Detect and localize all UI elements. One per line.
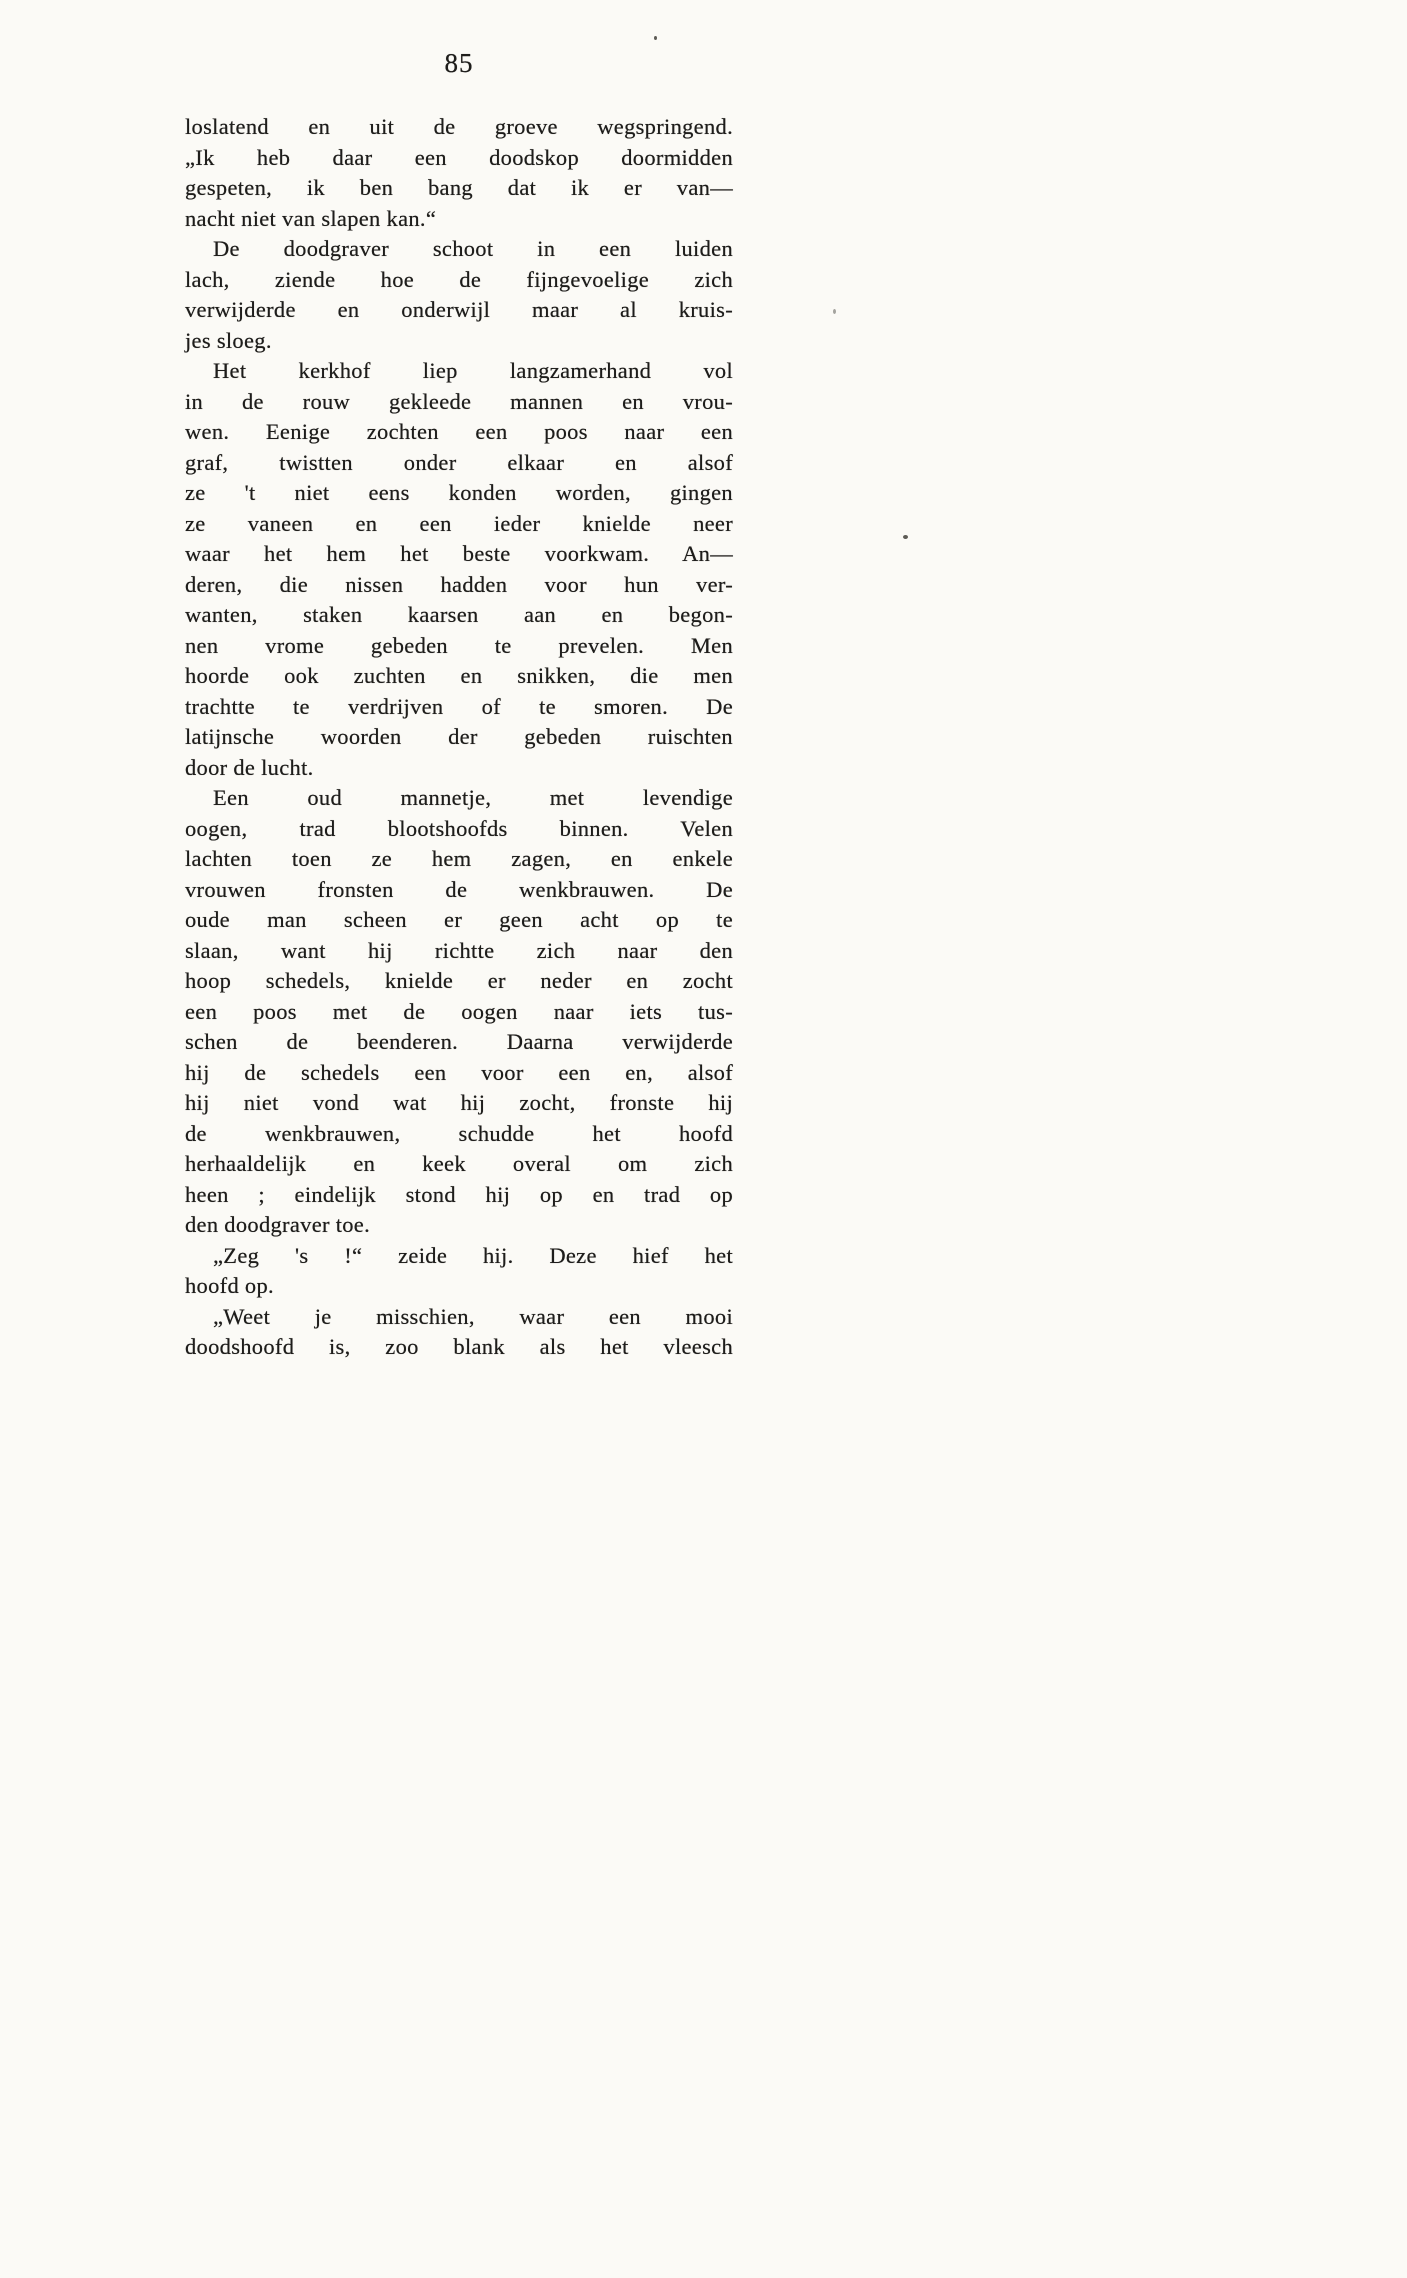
text-line: graf, twistten onder elkaar en alsof [185, 449, 733, 475]
text-line: trachtte te verdrijven of te smoren. De [185, 693, 733, 719]
text-line: schen de beenderen. Daarna verwijderde [185, 1029, 733, 1054]
text-line: De doodgraver schoot in een luiden [213, 236, 733, 261]
text-line: Een oud mannetje, met levendige [213, 785, 733, 810]
text-line: hij niet vond wat hij zocht, fronste hij [185, 1090, 733, 1115]
text-block [185, 112, 733, 1363]
text-line: Het kerkhof liep langzamerhand vol [213, 358, 733, 383]
scan-speck [903, 535, 908, 539]
text-line: den doodgraver toe. [185, 1212, 371, 1237]
text-line: verwijderde en onderwijl maar al kruis- [185, 297, 733, 322]
text-line: nacht niet van slapen kan.“ [185, 205, 437, 231]
text-line: wen. Eenige zochten een poos naar een [185, 419, 733, 444]
text-line: „Zeg 's !“ zeide hij. Deze hief het [213, 1242, 733, 1268]
text-line: loslatend en uit de groeve wegspringend. [185, 114, 733, 139]
text-line: oogen, trad blootshoofds binnen. Velen [185, 815, 733, 841]
text-line: jes sloeg. [185, 327, 272, 353]
text-line: gespeten, ik ben bang dat ik er van— [185, 175, 733, 200]
text-line: een poos met de oogen naar iets tus- [185, 998, 733, 1024]
scan-speck [833, 309, 836, 314]
text-line: lach, ziende hoe de fijngevoelige zich [185, 266, 733, 292]
text-line: „Weet je misschien, waar een mooi [213, 1303, 733, 1329]
text-line: nen vrome gebeden te prevelen. Men [185, 632, 733, 658]
text-line: waar het hem het beste voorkwam. An— [185, 541, 733, 566]
text-line: heen ; eindelijk stond hij op en trad op [185, 1181, 733, 1207]
text-line: deren, die nissen hadden voor hun ver- [185, 571, 733, 597]
text-line: oude man scheen er geen acht op te [185, 907, 733, 932]
text-line: de wenkbrauwen, schudde het hoofd [185, 1120, 733, 1146]
text-line: lachten toen ze hem zagen, en enkele [185, 846, 733, 871]
text-line: latijnsche woorden der gebeden ruischten [185, 724, 733, 749]
text-line: herhaaldelijk en keek overal om zich [185, 1151, 733, 1176]
text-line: hoop schedels, knielde er neder en zocht [185, 968, 733, 993]
text-line: doodshoofd is, zoo blank als het vleesch [185, 1334, 733, 1359]
text-line: ze 't niet eens konden worden, gingen [185, 480, 733, 505]
text-line: wanten, staken kaarsen aan en begon- [185, 602, 733, 627]
text-line: „Ik heb daar een doodskop doormidden [185, 144, 733, 170]
text-line: door de lucht. [185, 754, 314, 780]
scan-speck [654, 36, 657, 40]
page-number: 85 [444, 48, 474, 78]
text-line: slaan, want hij richtte zich naar den [185, 937, 733, 963]
text-line: ze vaneen en een ieder knielde neer [185, 510, 733, 536]
text-line: hoofd op. [185, 1273, 274, 1298]
text-line: hij de schedels een voor een en, alsof [185, 1059, 733, 1085]
text-line: in de rouw gekleede mannen en vrou- [185, 388, 733, 414]
text-line: vrouwen fronsten de wenkbrauwen. De [185, 876, 733, 902]
text-line: hoorde ook zuchten en snikken, die men [185, 663, 733, 688]
